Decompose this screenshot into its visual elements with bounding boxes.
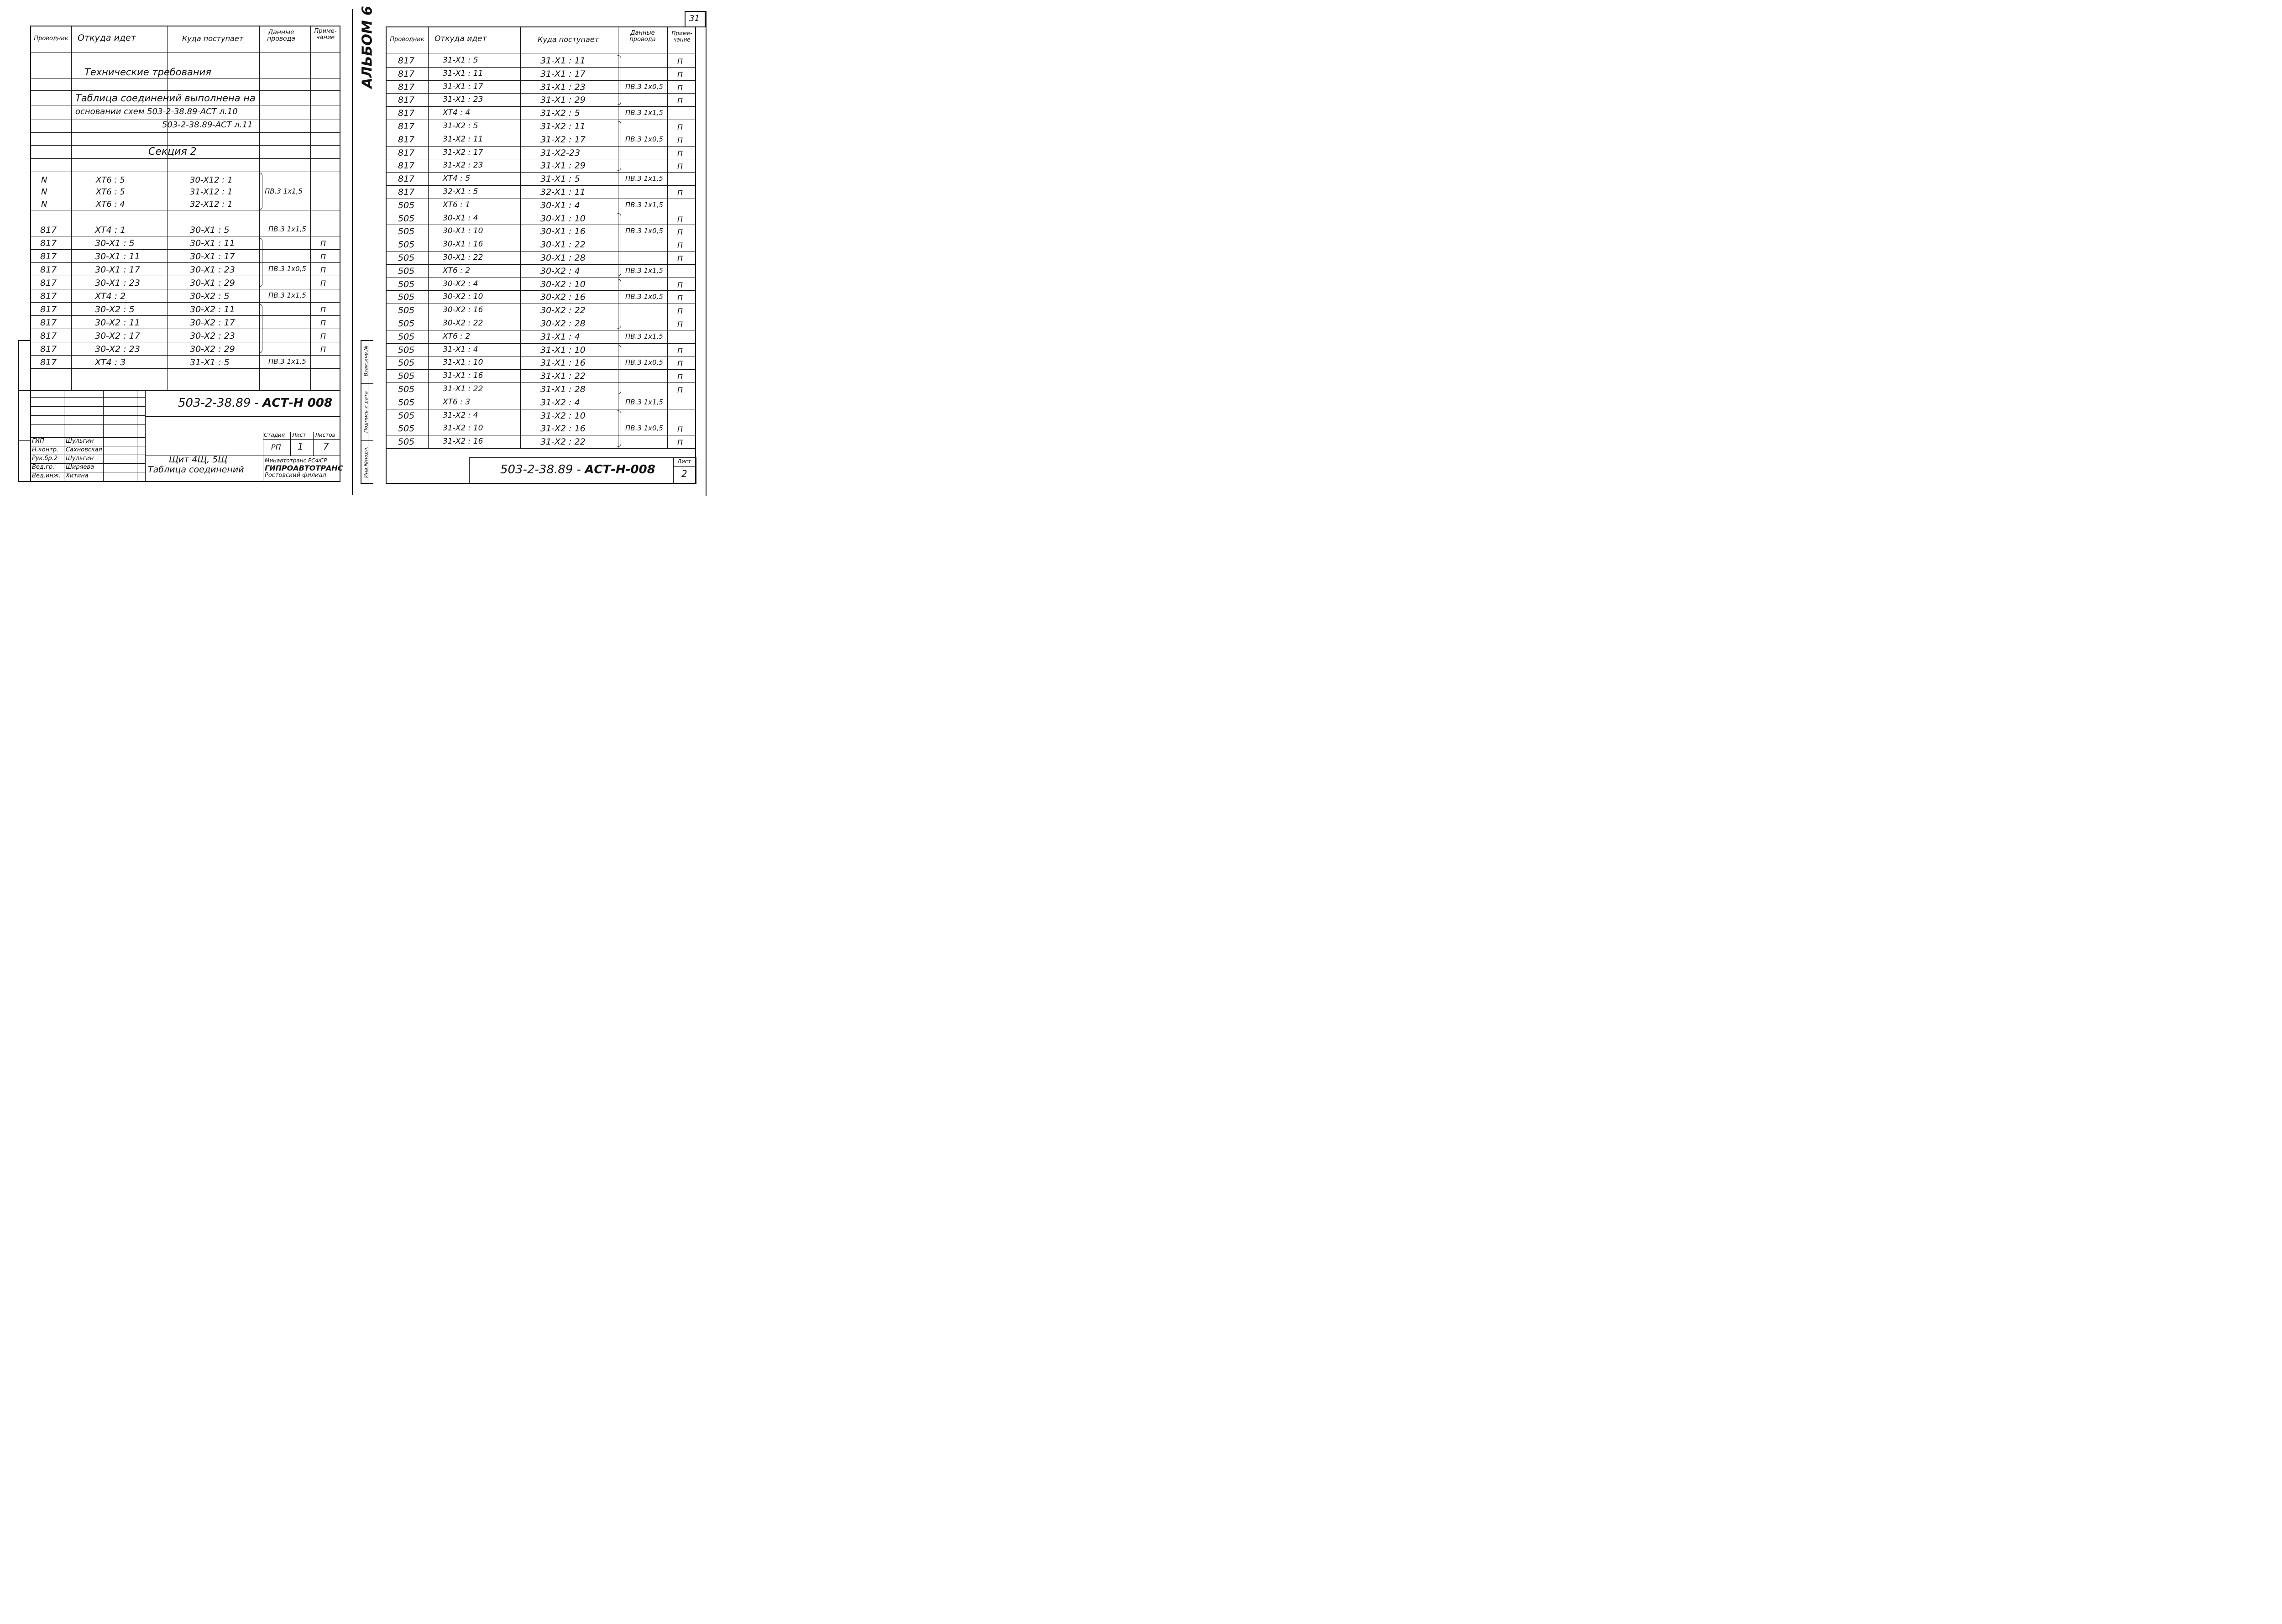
right-doc-code (500, 463, 655, 477)
table-row-from: ХТ6 : 1 (443, 200, 471, 210)
grid-row (386, 146, 696, 147)
n-from: ХТ6 : 5 (96, 175, 125, 185)
table-row-conductor: 817 (398, 108, 415, 119)
grid-row (386, 369, 696, 370)
table-row-to: 31-Х1 : 17 (540, 68, 586, 79)
stamp-name: Сахновская (66, 446, 102, 453)
table-row-from: ХТ6 : 3 (443, 397, 471, 407)
table-row-conductor: 817 (398, 147, 415, 158)
table-row-from: 30-Х2 : 11 (95, 318, 140, 328)
grid-row (30, 368, 340, 369)
table-row-note: П (677, 70, 683, 79)
table-row-to: 31-Х1 : 5 (540, 174, 580, 184)
table-row-to: 30-Х1 : 29 (190, 278, 235, 288)
table-row-from: ХТ4 : 4 (443, 108, 471, 118)
stamp-title-1: Щит 4Щ, 5Щ (169, 455, 228, 465)
table-row-conductor: 817 (40, 291, 57, 301)
stamp-role: ГИП (32, 438, 44, 445)
table-row-from: 30-Х1 : 5 (95, 238, 135, 248)
table-row-from: 31-Х2 : 16 (443, 437, 483, 446)
table-row-conductor: 817 (398, 134, 415, 145)
table-row-to: 31-Х1 : 16 (540, 358, 586, 368)
table-row-note: П (677, 438, 683, 447)
col-sheets: Листов (315, 432, 335, 438)
tech-line-1: Таблица соединений выполнена на (75, 93, 256, 104)
table-row-to: 31-Х1 : 22 (540, 371, 586, 382)
right-doc-code-suffix: АСТ-Н-008 (585, 463, 655, 477)
table-row-note: П (677, 320, 683, 329)
right-header-wire: Данные провода (629, 30, 656, 43)
table-row-from: 30-Х2 : 22 (443, 319, 483, 328)
left-doc-code (178, 396, 332, 410)
table-row-wire: ПВ.3 1х1,5 (625, 332, 663, 341)
table-row-wire: ПВ.3 1х0,5 (625, 424, 663, 433)
grid-row (386, 290, 696, 291)
table-row-note: П (677, 189, 683, 197)
table-row-conductor: 505 (398, 384, 415, 394)
bracket (618, 410, 621, 447)
stamp-role: Н.контр. (32, 446, 59, 453)
side-label-1: Взам.инв.№ (363, 345, 369, 377)
table-row-conductor: 505 (398, 213, 415, 224)
table-row-to: 31-Х1 : 28 (540, 384, 586, 394)
grid-row (30, 262, 340, 263)
grid-col (71, 26, 72, 390)
table-row-note: П (320, 319, 326, 327)
table-row-conductor: 817 (398, 174, 415, 184)
table-row-to: 30-Х2 : 17 (190, 318, 235, 328)
stage-value: РП (271, 443, 281, 451)
table-row-from: 31-Х1 : 17 (443, 82, 483, 91)
table-row-conductor: 817 (398, 121, 415, 131)
n-to: 30-Х12 : 1 (190, 175, 233, 185)
table-row-from: 30-Х1 : 16 (443, 240, 483, 249)
table-row-from: 30-Х1 : 11 (95, 251, 140, 262)
table-row-from: 31-Х2 : 10 (443, 424, 483, 433)
table-row-conductor: 817 (40, 238, 57, 248)
table-row-to: 32-Х1 : 11 (540, 187, 586, 197)
table-row-from: 30-Х1 : 10 (443, 226, 483, 236)
table-row-note: П (677, 307, 683, 316)
table-row-from: 30-Х2 : 23 (95, 344, 140, 354)
table-row-to: 30-Х1 : 28 (540, 253, 586, 263)
table-row-note: П (677, 228, 683, 237)
table-row-wire: ПВ.3 1х0,5 (625, 82, 663, 91)
table-row-note: П (320, 252, 326, 261)
table-row-wire: ПВ.3 1х1,5 (625, 398, 663, 406)
table-row-from: ХТ4 : 5 (443, 174, 471, 183)
right-header-conductor: Проводник (390, 36, 424, 43)
table-row-note: П (677, 215, 683, 224)
table-row-from: 30-Х2 : 4 (443, 279, 478, 288)
table-row-to: 31-Х1 : 23 (540, 82, 586, 92)
table-row-from: 31-Х1 : 23 (443, 95, 483, 105)
table-row-from: ХТ4 : 1 (95, 225, 126, 235)
table-row-note: П (677, 254, 683, 263)
table-row-to: 31-Х1 : 11 (540, 56, 586, 66)
table-row-to: 30-Х1 : 16 (540, 226, 586, 237)
right-sheet-label: Лист (677, 458, 691, 465)
table-row-to: 30-Х1 : 4 (540, 200, 580, 210)
table-row-conductor: 817 (40, 331, 57, 341)
table-row-note: П (677, 359, 683, 368)
table-row-to: 30-Х1 : 23 (190, 265, 235, 275)
grid-row (386, 93, 696, 94)
grid-row (30, 132, 340, 133)
table-row-conductor: 817 (40, 357, 57, 367)
table-row-conductor: 505 (398, 279, 415, 289)
table-row-to: 31-Х1 : 10 (540, 345, 586, 355)
table-row-note: П (320, 279, 326, 288)
table-row-note: П (320, 266, 326, 274)
table-row-to: 31-Х1 : 29 (540, 161, 586, 171)
table-row-from: 30-Х2 : 10 (443, 292, 483, 302)
n-wire: ПВ.3 1х1,5 (265, 187, 303, 195)
table-row-note: П (677, 241, 683, 250)
table-row-from: 30-Х2 : 16 (443, 305, 483, 315)
right-header-to: Куда поступает (537, 35, 599, 44)
table-row-wire: ПВ.3 1х1,5 (625, 174, 663, 183)
table-row-from: 31-Х2 : 23 (443, 161, 483, 170)
bracket (618, 213, 621, 276)
table-row-wire: ПВ.3 1х1,5 (268, 357, 306, 366)
left-header-conductor: Проводник (34, 35, 68, 42)
sheets-value: 7 (323, 441, 329, 452)
stamp-name: Шульгин (66, 455, 94, 462)
table-row-note: П (677, 83, 683, 92)
table-row-conductor: 817 (398, 161, 415, 171)
grid-row (386, 264, 696, 265)
org-line-1: Минавтотранс РСФСР (265, 457, 327, 464)
org-line-2: ГИПРОАВТОТРАНС (265, 464, 343, 472)
table-row-to: 31-Х1 : 5 (190, 357, 230, 367)
table-row-from: 31-Х1 : 16 (443, 371, 483, 381)
table-row-wire: ПВ.3 1х0,5 (625, 358, 663, 367)
n-from: ХТ6 : 5 (96, 187, 125, 197)
table-row-to: 30-Х2 : 29 (190, 344, 235, 354)
table-row-conductor: 505 (398, 331, 415, 342)
grid-row (386, 67, 696, 68)
table-row-to: 30-Х2 : 28 (540, 319, 586, 329)
table-row-from: 31-Х1 : 4 (443, 345, 478, 354)
table-row-to: 30-Х2 : 22 (540, 305, 586, 316)
section-title: Секция 2 (148, 146, 197, 157)
table-row-conductor: 817 (40, 318, 57, 328)
n-from: ХТ6 : 4 (96, 199, 125, 209)
stamp-name: Ширяева (66, 464, 94, 471)
table-row-from: 31-Х1 : 10 (443, 358, 483, 367)
right-sheet-number: 2 (681, 468, 687, 479)
n-conductor: N (41, 199, 47, 209)
bracket (618, 55, 621, 105)
grid-row (386, 172, 696, 173)
table-row-to: 31-Х2 : 11 (540, 121, 586, 131)
table-row-to: 30-Х2 : 4 (540, 266, 580, 276)
table-row-from: 31-Х2 : 4 (443, 410, 478, 420)
table-row-to: 30-Х1 : 5 (190, 225, 230, 235)
table-row-from: 30-Х1 : 23 (95, 278, 140, 288)
table-row-conductor: 817 (398, 82, 415, 92)
table-row-note: П (320, 305, 326, 314)
table-row-from: 32-Х1 : 5 (443, 187, 478, 196)
table-row-to: 31-Х2 : 17 (540, 134, 586, 145)
table-row-to: 31-Х2 : 4 (540, 397, 580, 408)
left-header-from: Откуда идет (78, 33, 136, 43)
table-row-note: П (320, 239, 326, 248)
grid-row (386, 448, 696, 449)
bracket (618, 345, 621, 394)
n-to: 32-Х12 : 1 (190, 199, 233, 209)
table-row-note: П (320, 345, 326, 354)
table-row-to: 31-Х2-23 (540, 147, 581, 158)
n-to: 31-Х12 : 1 (190, 187, 233, 197)
table-row-to: 30-Х2 : 16 (540, 292, 586, 303)
right-header-note: Приме- чание (671, 30, 692, 43)
table-row-to: 31-Х1 : 29 (540, 95, 586, 105)
table-row-from: ХТ4 : 3 (95, 357, 126, 367)
stamp-role: Рук.бр.2 (32, 455, 58, 462)
org-line-3: Ростовский филиал (265, 472, 326, 479)
table-row-from: 30-Х1 : 17 (95, 265, 140, 275)
table-row-from: 31-Х2 : 11 (443, 134, 483, 144)
table-row-from: 31-Х1 : 22 (443, 384, 483, 393)
grid-row (386, 382, 696, 383)
table-row-conductor: 505 (398, 319, 415, 329)
table-row-from: 31-Х2 : 5 (443, 121, 478, 131)
table-row-from: 30-Х2 : 17 (95, 331, 140, 341)
table-row-from: ХТ6 : 2 (443, 331, 471, 341)
bracket (259, 238, 262, 287)
table-row-note: П (677, 280, 683, 289)
left-doc-code-suffix: АСТ-Н 008 (262, 396, 333, 410)
table-row-conductor: 817 (40, 278, 57, 288)
left-header-wire: Данные провода (267, 29, 295, 42)
table-row-conductor: 817 (40, 225, 57, 235)
table-row-from: ХТ6 : 2 (443, 266, 471, 275)
table-row-from: 31-Х1 : 11 (443, 68, 483, 78)
table-row-conductor: 505 (398, 240, 415, 250)
col-stage: Стадия (264, 432, 285, 438)
table-row-from: ХТ4 : 2 (95, 291, 126, 301)
table-row-wire: ПВ.3 1х1,5 (625, 200, 663, 209)
table-row-conductor: 505 (398, 292, 415, 303)
bracket (618, 121, 621, 171)
table-row-conductor: 505 (398, 266, 415, 276)
sheet-value: 1 (298, 441, 304, 452)
tech-requirements-title: Технические требования (84, 67, 211, 78)
table-row-note: П (677, 149, 683, 158)
grid-row (30, 302, 340, 303)
sheet-divider (352, 9, 353, 495)
table-row-conductor: 817 (398, 95, 415, 105)
grid-row (386, 343, 696, 344)
table-row-conductor: 817 (398, 68, 415, 79)
table-row-to: 31-Х2 : 5 (540, 108, 580, 119)
grid-row (386, 106, 696, 107)
grid-row (386, 185, 696, 186)
table-row-note: П (677, 136, 683, 145)
grid-row (30, 315, 340, 316)
table-row-from: 30-Х1 : 22 (443, 253, 483, 262)
table-row-conductor: 505 (398, 253, 415, 263)
album-label: АЛЬБОМ 6 (359, 5, 376, 89)
table-row-note: П (677, 57, 683, 66)
table-row-note: П (677, 386, 683, 394)
table-row-from: 31-Х2 : 17 (443, 147, 483, 157)
table-row-conductor: 505 (398, 437, 415, 447)
table-row-wire: ПВ.3 1х0,5 (625, 227, 663, 236)
left-header-note: Приме- чание (314, 28, 337, 41)
bracket (259, 304, 262, 353)
table-row-wire: ПВ.3 1х1,5 (268, 291, 306, 299)
table-row-note: П (677, 162, 683, 171)
table-row-conductor: 505 (398, 226, 415, 237)
table-row-to: 30-Х2 : 5 (190, 291, 230, 301)
table-row-conductor: 817 (40, 344, 57, 354)
table-row-note: П (677, 425, 683, 434)
table-row-note: П (677, 293, 683, 303)
side-label-2: Подпись и дата (363, 391, 369, 433)
table-row-conductor: 505 (398, 345, 415, 355)
grid-row (30, 145, 340, 146)
table-row-conductor: 505 (398, 410, 415, 421)
right-header-from: Откуда идет (434, 34, 487, 43)
side-label-3: Инв.№подл. (363, 446, 369, 478)
table-row-to: 31-Х1 : 4 (540, 331, 580, 342)
stamp-title-2: Таблица соединений (148, 465, 244, 475)
table-row-to: 31-Х2 : 10 (540, 410, 586, 421)
table-row-conductor: 505 (398, 358, 415, 368)
table-row-conductor: 505 (398, 371, 415, 382)
table-row-to: 30-Х1 : 11 (190, 238, 235, 248)
left-header-to: Куда поступает (182, 34, 244, 43)
table-row-wire: ПВ.3 1х0,5 (625, 135, 663, 143)
table-row-conductor: 505 (398, 200, 415, 210)
table-row-note: П (677, 123, 683, 131)
stamp-name: Хитина (66, 472, 89, 479)
stamp-name: Шульгин (66, 438, 94, 445)
grid-row (30, 249, 340, 250)
grid-row (386, 80, 696, 81)
table-row-from: 31-Х1 : 5 (443, 56, 478, 65)
page-number: 31 (689, 14, 700, 23)
table-row-to: 30-Х2 : 23 (190, 331, 235, 341)
table-row-to: 31-Х2 : 16 (540, 424, 586, 434)
table-row-wire: ПВ.3 1х1,5 (625, 109, 663, 117)
table-row-conductor: 817 (40, 251, 57, 262)
table-row-to: 30-Х1 : 17 (190, 251, 235, 262)
grid-row (30, 355, 340, 356)
grid-row (30, 158, 340, 159)
table-row-wire: ПВ.3 1х0,5 (268, 265, 306, 273)
grid-col (310, 26, 311, 390)
stamp-role: Вед.гр. (32, 464, 55, 471)
table-row-note: П (677, 372, 683, 382)
col-sheet: Лист (292, 432, 306, 438)
tech-line-3: 503-2-38.89-АСТ л.11 (162, 120, 253, 130)
table-row-note: П (677, 96, 683, 105)
table-row-to: 30-Х1 : 22 (540, 240, 586, 250)
table-row-to: 31-Х2 : 22 (540, 437, 586, 447)
tech-line-2: основании схем 503-2-38.89-АСТ л.10 (75, 107, 238, 116)
table-row-conductor: 505 (398, 424, 415, 434)
table-row-conductor: 817 (398, 187, 415, 197)
table-row-conductor: 505 (398, 397, 415, 408)
right-doc-code-prefix: 503-2-38.89 - (500, 463, 581, 477)
stamp-role: Вед.инж. (32, 472, 61, 479)
left-doc-code-prefix: 503-2-38.89 - (178, 396, 259, 410)
table-row-note: П (677, 346, 683, 355)
table-row-from: 30-Х1 : 4 (443, 213, 478, 223)
left-side-strip (18, 340, 31, 482)
table-row-conductor: 817 (40, 265, 57, 275)
table-row-wire: ПВ.3 1х0,5 (625, 293, 663, 301)
n-conductor: N (41, 187, 47, 197)
table-row-note: П (320, 332, 326, 341)
table-row-conductor: 505 (398, 305, 415, 316)
table-row-conductor: 817 (40, 304, 57, 314)
table-row-wire: ПВ.3 1х1,5 (625, 266, 663, 275)
table-row-from: 30-Х2 : 5 (95, 304, 135, 314)
table-row-to: 30-Х1 : 10 (540, 213, 586, 224)
table-row-wire: ПВ.3 1х1,5 (268, 225, 306, 233)
table-row-to: 30-Х2 : 10 (540, 279, 586, 289)
n-conductor: N (41, 175, 47, 185)
table-row-conductor: 817 (398, 56, 415, 66)
bracket (259, 173, 262, 210)
grid-row (30, 90, 340, 91)
table-row-to: 30-Х2 : 11 (190, 304, 235, 314)
bracket (618, 279, 621, 329)
